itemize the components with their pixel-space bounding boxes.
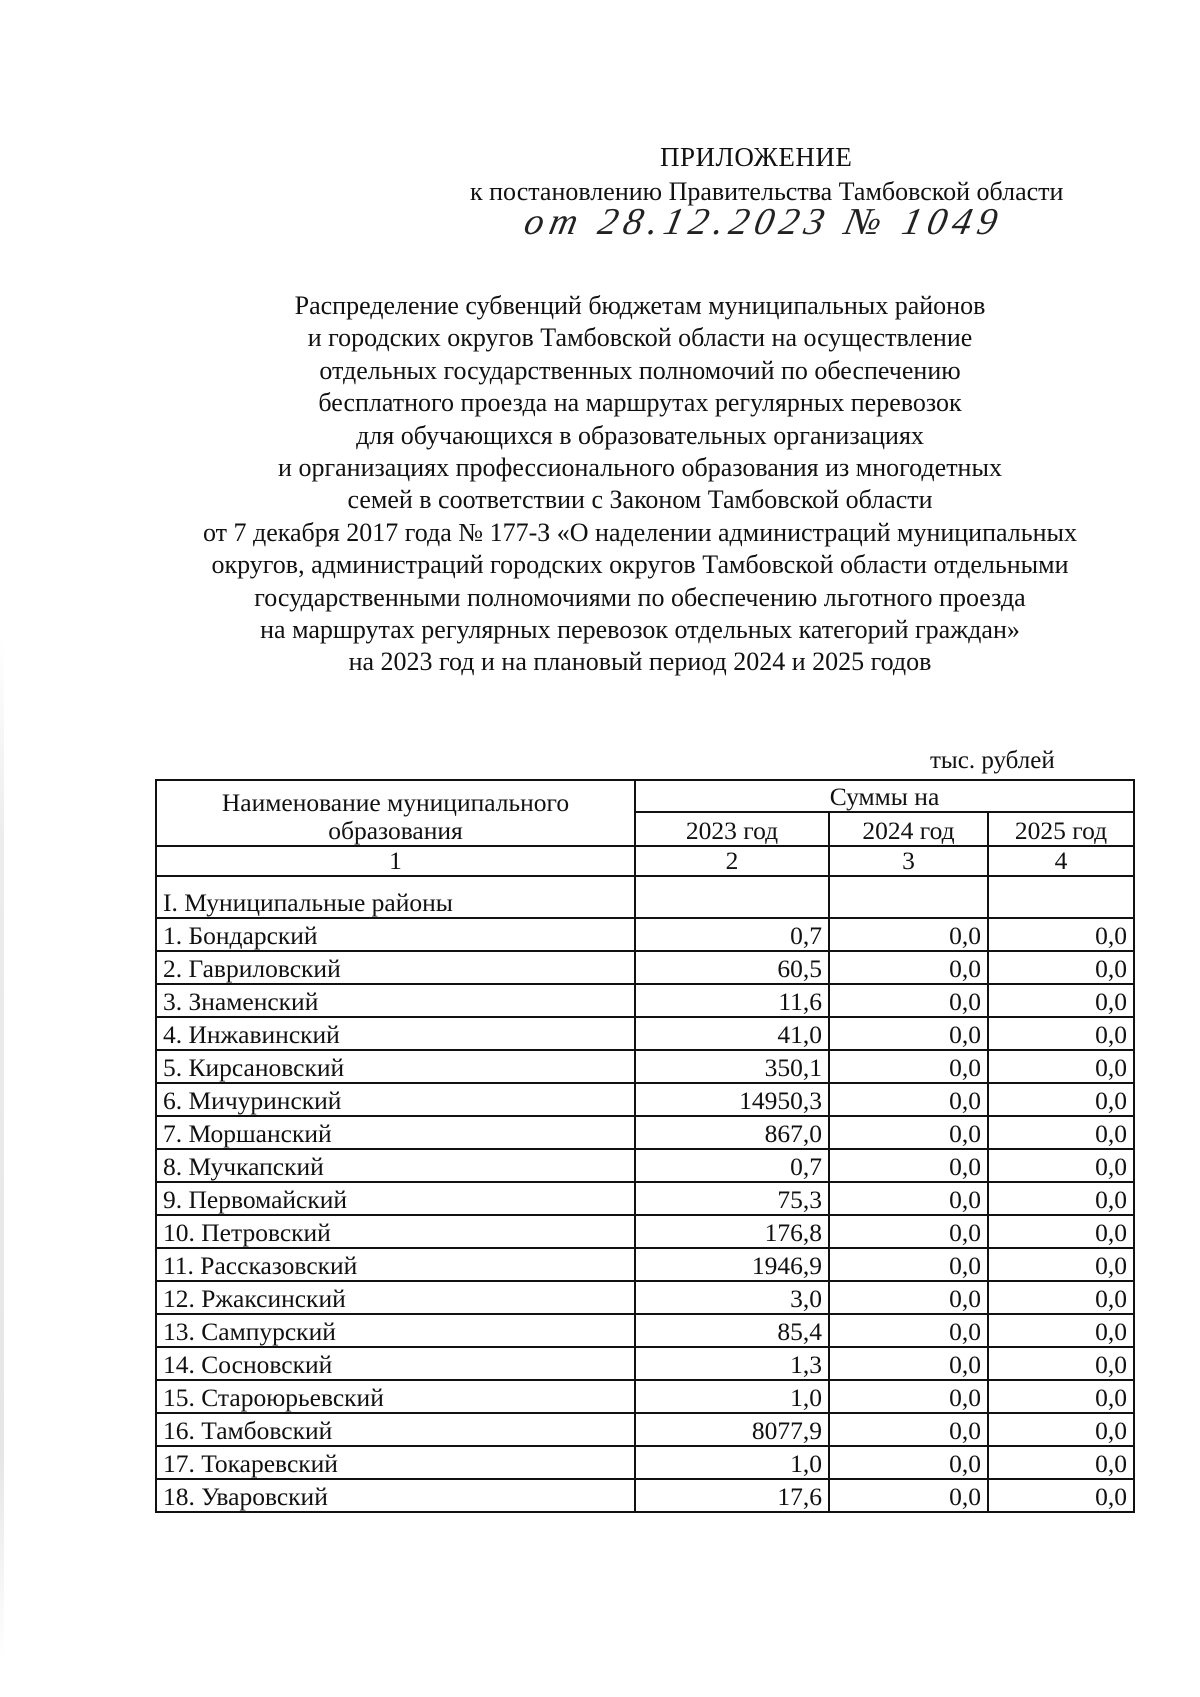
table-row xyxy=(156,1083,1134,1116)
value-2024: 0,0 xyxy=(829,1215,988,1248)
municipality-name: 13. Сампурский xyxy=(156,1314,635,1347)
header-municipality-line2: образования xyxy=(328,816,463,845)
column-number: 3 xyxy=(829,846,988,876)
municipality-name: 12. Ржаксинский xyxy=(156,1281,635,1314)
title-line: и организациях профессионального образования из многодетных xyxy=(278,453,1002,483)
value-2023: 85,4 xyxy=(635,1314,829,1347)
table-row xyxy=(156,1413,1134,1446)
table-row xyxy=(156,1182,1134,1215)
column-numbers-row xyxy=(156,846,1134,876)
title-line: Распределение субвенций бюджетам муниципальных районов xyxy=(294,291,986,320)
value-2023: 350,1 xyxy=(635,1050,829,1083)
header-municipality-line1: Наименование муниципального xyxy=(221,788,570,817)
value-2025: 0,0 xyxy=(988,1083,1134,1116)
title-line: семей в соответствии с Законом Тамбовской области xyxy=(347,485,933,515)
municipality-name: 3. Знаменский xyxy=(156,984,635,1017)
value-2025: 0,0 xyxy=(988,984,1134,1017)
value-2024: 0,0 xyxy=(829,918,988,951)
municipality-name: 17. Токаревский xyxy=(156,1446,635,1479)
scan-edge-shadow xyxy=(0,640,4,1660)
value-2023: 1,0 xyxy=(635,1446,829,1479)
title-line: на маршрутах регулярных перевозок отдельных категорий граждан» xyxy=(260,615,1020,645)
title-line: и городских округов Тамбовской области на осуществление xyxy=(307,323,973,353)
value-2024: 0,0 xyxy=(829,1380,988,1413)
value-2024: 0,0 xyxy=(829,1050,988,1083)
value-2023: 8077,9 xyxy=(635,1413,829,1446)
municipality-name: 14. Сосновский xyxy=(156,1347,635,1380)
value-2024: 0,0 xyxy=(829,1479,988,1512)
title-line: бесплатного проезда на маршрутах регулярных перевозок xyxy=(318,388,962,418)
table-row xyxy=(156,1116,1134,1149)
table-row xyxy=(156,1050,1134,1083)
value-2023: 14950,3 xyxy=(635,1083,829,1116)
municipality-name: 4. Инжавинский xyxy=(156,1017,635,1050)
title-line: государственными полномочиями по обеспечению льготного проезда xyxy=(254,582,1026,612)
value-2024: 0,0 xyxy=(829,1413,988,1446)
header-year-2024: 2024 год xyxy=(829,812,988,846)
value-2024: 0,0 xyxy=(829,984,988,1017)
municipality-name: 5. Кирсановский xyxy=(156,1050,635,1083)
section-title: I. Муниципальные районы xyxy=(156,876,635,918)
subvention-table xyxy=(155,779,1135,1513)
value-2023: 60,5 xyxy=(635,951,829,984)
value-2024: 0,0 xyxy=(829,1248,988,1281)
header-municipality xyxy=(156,780,635,846)
municipality-name: 6. Мичуринский xyxy=(156,1083,635,1116)
value-2024: 0,0 xyxy=(829,1149,988,1182)
value-2025: 0,0 xyxy=(988,1182,1134,1215)
value-2025: 0,0 xyxy=(988,1248,1134,1281)
value-2025: 0,0 xyxy=(988,1116,1134,1149)
table-row xyxy=(156,1347,1134,1380)
municipality-name: 18. Уваровский xyxy=(156,1479,635,1512)
title-line: отдельных государственных полномочий по обеспечению xyxy=(319,355,961,385)
value-2025: 0,0 xyxy=(988,1017,1134,1050)
empty-cell xyxy=(635,876,829,918)
value-2025: 0,0 xyxy=(988,1479,1134,1512)
municipality-name: 7. Моршанский xyxy=(156,1116,635,1149)
value-2023: 3,0 xyxy=(635,1281,829,1314)
municipality-name: 10. Петровский xyxy=(156,1215,635,1248)
table-row xyxy=(156,1017,1134,1050)
value-2025: 0,0 xyxy=(988,951,1134,984)
value-2024: 0,0 xyxy=(829,951,988,984)
value-2023: 176,8 xyxy=(635,1215,829,1248)
value-2024: 0,0 xyxy=(829,1347,988,1380)
table-row xyxy=(156,1248,1134,1281)
appendix-title: ПРИЛОЖЕНИЕ xyxy=(660,142,853,172)
title-line: округов, администраций городских округов Тамбовской области отдельными xyxy=(211,550,1069,580)
value-2023: 41,0 xyxy=(635,1017,829,1050)
value-2024: 0,0 xyxy=(829,1017,988,1050)
table-row xyxy=(156,951,1134,984)
table-row xyxy=(156,1215,1134,1248)
value-2025: 0,0 xyxy=(988,1446,1134,1479)
empty-cell xyxy=(988,876,1134,918)
municipality-name: 2. Гавриловский xyxy=(156,951,635,984)
municipality-name: 16. Тамбовский xyxy=(156,1413,635,1446)
header-sums: Суммы на xyxy=(635,780,1134,812)
value-2023: 1946,9 xyxy=(635,1248,829,1281)
section-row xyxy=(156,876,1134,918)
value-2023: 0,7 xyxy=(635,918,829,951)
column-number: 2 xyxy=(635,846,829,876)
column-number: 4 xyxy=(988,846,1134,876)
value-2025: 0,0 xyxy=(988,1347,1134,1380)
value-2025: 0,0 xyxy=(988,1314,1134,1347)
table-header-row xyxy=(156,780,1134,812)
value-2025: 0,0 xyxy=(988,1215,1134,1248)
table-row xyxy=(156,1314,1134,1347)
value-2024: 0,0 xyxy=(829,1314,988,1347)
appendix-reference: к постановлению Правительства Тамбовской области xyxy=(470,177,1064,206)
municipality-name: 9. Первомайский xyxy=(156,1182,635,1215)
value-2025: 0,0 xyxy=(988,1281,1134,1314)
header-year-2023: 2023 год xyxy=(635,812,829,846)
value-2023: 11,6 xyxy=(635,984,829,1017)
value-2024: 0,0 xyxy=(829,1281,988,1314)
value-2023: 1,0 xyxy=(635,1380,829,1413)
table-row xyxy=(156,1281,1134,1314)
value-2025: 0,0 xyxy=(988,1050,1134,1083)
handwritten-date-number: от 28.12.2023 № 1049 xyxy=(520,201,1008,243)
units-label: тыс. рублей xyxy=(930,747,1055,774)
table-row xyxy=(156,1446,1134,1479)
value-2025: 0,0 xyxy=(988,918,1134,951)
table-row xyxy=(156,1149,1134,1182)
value-2023: 1,3 xyxy=(635,1347,829,1380)
empty-cell xyxy=(829,876,988,918)
table-row xyxy=(156,1380,1134,1413)
municipality-name: 11. Рассказовский xyxy=(156,1248,635,1281)
municipality-name: 1. Бондарский xyxy=(156,918,635,951)
value-2025: 0,0 xyxy=(988,1413,1134,1446)
value-2023: 0,7 xyxy=(635,1149,829,1182)
value-2025: 0,0 xyxy=(988,1380,1134,1413)
value-2023: 75,3 xyxy=(635,1182,829,1215)
value-2024: 0,0 xyxy=(829,1083,988,1116)
value-2023: 17,6 xyxy=(635,1479,829,1512)
value-2023: 867,0 xyxy=(635,1116,829,1149)
table-row xyxy=(156,984,1134,1017)
value-2025: 0,0 xyxy=(988,1149,1134,1182)
title-line: от 7 декабря 2017 года № 177-З «О наделении администраций муниципальных xyxy=(202,517,1077,547)
value-2024: 0,0 xyxy=(829,1182,988,1215)
title-line: на 2023 год и на плановый период 2024 и 2025 годов xyxy=(348,647,932,677)
document-title xyxy=(120,290,1160,679)
title-line: для обучающихся в образовательных организациях xyxy=(356,420,924,450)
municipality-name: 8. Мучкапский xyxy=(156,1149,635,1182)
table-row xyxy=(156,918,1134,951)
municipality-name: 15. Староюрьевский xyxy=(156,1380,635,1413)
value-2024: 0,0 xyxy=(829,1116,988,1149)
table-row xyxy=(156,1479,1134,1512)
header-year-2025: 2025 год xyxy=(988,812,1134,846)
value-2024: 0,0 xyxy=(829,1446,988,1479)
column-number: 1 xyxy=(156,846,635,876)
